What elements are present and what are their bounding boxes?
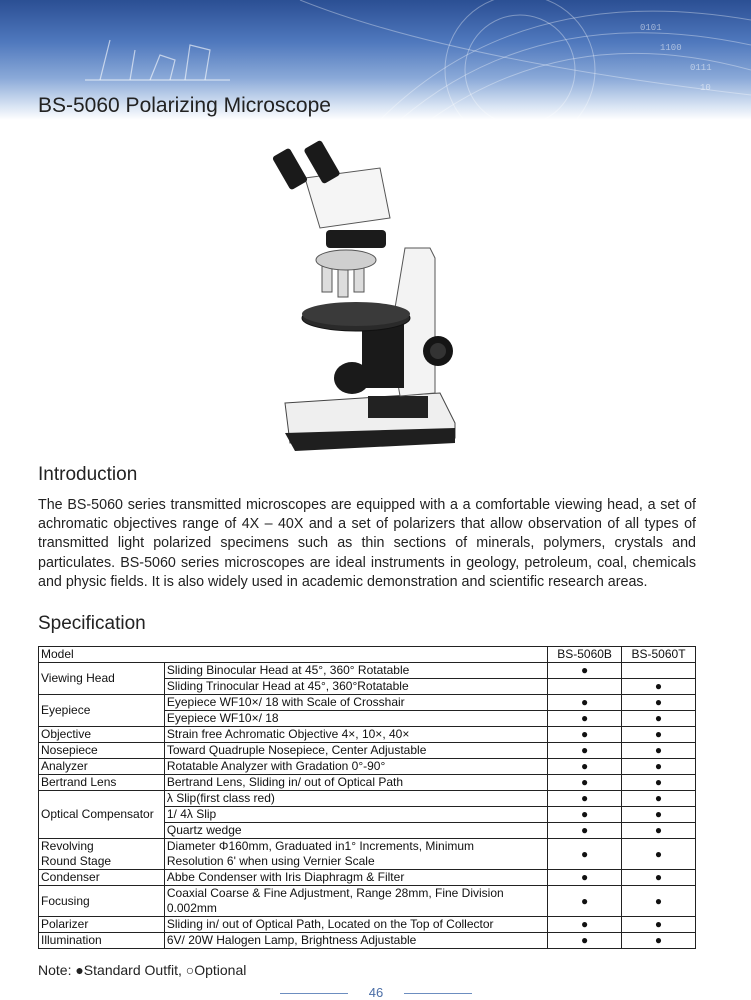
model-header: Model	[39, 647, 548, 663]
bs5060b-mark: ●	[548, 663, 622, 679]
spec-table-body	[39, 647, 696, 949]
spec-description: Toward Quadruple Nosepiece, Center Adjustable	[164, 743, 547, 759]
bs5060b-mark: ●	[548, 711, 622, 727]
intro-heading: Introduction	[38, 464, 138, 485]
bs5060t-mark: ●	[622, 807, 696, 823]
bs5060t-mark: ●	[622, 679, 696, 695]
spec-description: Bertrand Lens, Sliding in/ out of Optical Path	[164, 775, 547, 791]
page-number: 46	[368, 985, 384, 1000]
spec-category: Objective	[39, 727, 165, 743]
spec-category: Revolving Round Stage	[39, 839, 165, 870]
bs5060t-mark: ●	[622, 933, 696, 949]
spec-row	[39, 870, 696, 886]
bs5060t-mark: ●	[622, 727, 696, 743]
spec-description: Strain free Achromatic Objective 4×, 10×, 40×	[164, 727, 547, 743]
spec-row	[39, 917, 696, 933]
svg-text:0111: 0111	[690, 63, 712, 73]
spec-category: Illumination	[39, 933, 165, 949]
svg-text:10: 10	[700, 83, 711, 93]
spec-heading: Specification	[38, 613, 146, 634]
spec-description: 1/ 4λ Slip	[164, 807, 547, 823]
spec-row	[39, 663, 696, 679]
bs5060t-mark: ●	[622, 839, 696, 870]
spec-description: Quartz wedge	[164, 823, 547, 839]
svg-text:1100: 1100	[660, 43, 682, 53]
spec-category: Eyepiece	[39, 695, 165, 727]
spec-description: Diameter Φ160mm, Graduated in1° Increments, Minimum Resolution 6' when using Vernier Scale	[164, 839, 547, 870]
spec-row	[39, 727, 696, 743]
bs5060t-mark: ●	[622, 775, 696, 791]
spec-category: Optical Compensator	[39, 791, 165, 839]
spec-description: Eyepiece WF10×/ 18	[164, 711, 547, 727]
bs5060t-mark: ●	[622, 711, 696, 727]
svg-text:0101: 0101	[640, 23, 662, 33]
col-header-bs5060b: BS-5060B	[548, 647, 622, 663]
spec-description: Coaxial Coarse & Fine Adjustment, Range 28mm, Fine Division 0.002mm	[164, 886, 547, 917]
col-header-bs5060t: BS-5060T	[622, 647, 696, 663]
intro-paragraph: The BS-5060 series transmitted microscopes are equipped with a a comfortable viewing head, a set of achromatic objectives range of 4X – 40X and a set of polarizers that allow observation of all types of transmitted light polarized specimens such as thin sections of minerals, polymers, crystals and particulates. BS-5060 series microscopes are ideal instruments in geology, petroleum, coal, chemicals and physic fields. It is also widely used in academic demonstration and scientific research areas.	[38, 497, 696, 590]
spec-row	[39, 695, 696, 711]
bs5060b-mark: ●	[548, 839, 622, 870]
bs5060b-mark: ●	[548, 759, 622, 775]
spec-table	[38, 646, 696, 949]
spec-description: λ Slip(first class red)	[164, 791, 547, 807]
bs5060b-mark: ●	[548, 807, 622, 823]
legend-note: Note: ●Standard Outfit, ○Optional	[38, 962, 247, 978]
bs5060b-mark: ●	[548, 823, 622, 839]
bs5060t-mark	[622, 663, 696, 679]
bs5060b-mark	[548, 679, 622, 695]
spec-row	[39, 839, 696, 870]
bs5060b-mark: ●	[548, 727, 622, 743]
spec-description: Eyepiece WF10×/ 18 with Scale of Crosshair	[164, 695, 547, 711]
bs5060t-mark: ●	[622, 917, 696, 933]
spec-description: Rotatable Analyzer with Gradation 0°-90°	[164, 759, 547, 775]
bs5060b-mark: ●	[548, 917, 622, 933]
bs5060t-mark: ●	[622, 791, 696, 807]
bs5060b-mark: ●	[548, 743, 622, 759]
spec-category: Polarizer	[39, 917, 165, 933]
page-title: BS-5060 Polarizing Microscope	[38, 94, 331, 117]
spec-row	[39, 886, 696, 917]
spec-category: Bertrand Lens	[39, 775, 165, 791]
spec-row	[39, 775, 696, 791]
bs5060t-mark: ●	[622, 743, 696, 759]
spec-row	[39, 743, 696, 759]
bs5060t-mark: ●	[622, 759, 696, 775]
bs5060t-mark: ●	[622, 870, 696, 886]
spec-category: Condenser	[39, 870, 165, 886]
spec-category: Focusing	[39, 886, 165, 917]
spec-description: Sliding in/ out of Optical Path, Located on the Top of Collector	[164, 917, 547, 933]
bs5060b-mark: ●	[548, 933, 622, 949]
spec-header-row	[39, 647, 696, 663]
bs5060b-mark: ●	[548, 775, 622, 791]
spec-description: Sliding Binocular Head at 45°, 360° Rotatable	[164, 663, 547, 679]
page-rule-right	[404, 993, 472, 994]
bs5060b-mark: ●	[548, 870, 622, 886]
bs5060t-mark: ●	[622, 695, 696, 711]
spec-description: Sliding Trinocular Head at 45°, 360°Rotatable	[164, 679, 547, 695]
spec-row	[39, 759, 696, 775]
bs5060t-mark: ●	[622, 823, 696, 839]
spec-description: Abbe Condenser with Iris Diaphragm & Filter	[164, 870, 547, 886]
bs5060b-mark: ●	[548, 791, 622, 807]
spec-category: Viewing Head	[39, 663, 165, 695]
microscope-image	[250, 138, 490, 468]
spec-description: 6V/ 20W Halogen Lamp, Brightness Adjustable	[164, 933, 547, 949]
bs5060b-mark: ●	[548, 695, 622, 711]
spec-category: Nosepiece	[39, 743, 165, 759]
bs5060b-mark: ●	[548, 886, 622, 917]
bs5060t-mark: ●	[622, 886, 696, 917]
spec-row	[39, 933, 696, 949]
page-rule-left	[280, 993, 348, 994]
spec-row	[39, 791, 696, 807]
spec-category: Analyzer	[39, 759, 165, 775]
